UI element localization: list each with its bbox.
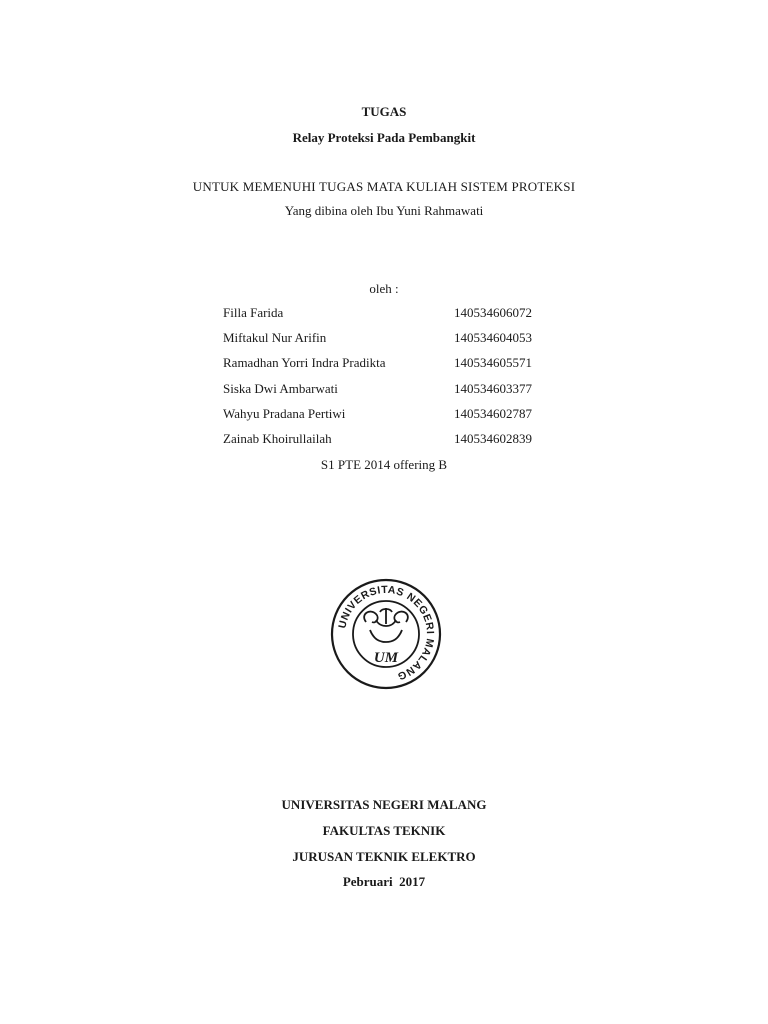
- member-name: Miftakul Nur Arifin: [223, 330, 327, 345]
- document-title: Relay Proteksi Pada Pembangkit: [292, 130, 476, 145]
- list-item: [0, 355, 768, 373]
- member-name: Filla Farida: [223, 305, 284, 320]
- member-nim: 140534605571: [454, 355, 532, 370]
- purpose-line: UNTUK MEMENUHI TUGAS MATA KULIAH SISTEM PROTEKSI: [192, 179, 576, 194]
- member-name: Siska Dwi Ambarwati: [223, 381, 338, 396]
- member-name: Zainab Khoirullailah: [223, 431, 332, 446]
- member-nim: 140534606072: [454, 305, 532, 320]
- document-type: TUGAS: [361, 104, 407, 119]
- class-label: S1 PTE 2014 offering B: [320, 457, 448, 472]
- document-date: Pebruari 2017: [342, 874, 426, 889]
- university-name: UNIVERSITAS NEGERI MALANG: [281, 797, 487, 812]
- member-nim: 140534603377: [454, 381, 532, 396]
- list-item: [0, 381, 768, 399]
- department-name: JURUSAN TEKNIK ELEKTRO: [292, 849, 476, 864]
- list-item: [0, 305, 768, 323]
- list-item: [0, 330, 768, 348]
- member-nim: 140534602787: [454, 406, 532, 421]
- faculty-name: FAKULTAS TEKNIK: [322, 823, 446, 838]
- member-nim: 140534602839: [454, 431, 532, 446]
- list-item: [0, 406, 768, 424]
- seal-monogram: UM: [373, 650, 399, 666]
- member-nim: 140534604053: [454, 330, 532, 345]
- supervisor-line: Yang dibina oleh Ibu Yuni Rahmawati: [284, 203, 484, 218]
- seal-ring-text: UNIVERSITAS NEGERI MALANG: [336, 583, 437, 683]
- member-name: Ramadhan Yorri Indra Pradikta: [223, 355, 386, 370]
- member-name: Wahyu Pradana Pertiwi: [223, 406, 346, 421]
- authors-label: oleh :: [369, 281, 399, 296]
- university-seal-icon: [330, 578, 442, 690]
- list-item: [0, 431, 768, 449]
